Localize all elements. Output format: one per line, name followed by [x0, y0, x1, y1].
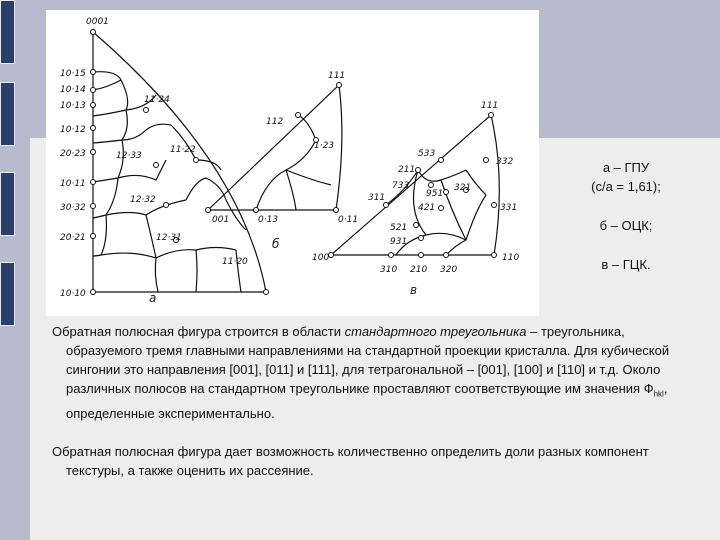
legend-ratio: (c/a = 1,61);	[591, 179, 661, 194]
hcp-label: 10·11	[60, 179, 86, 189]
fcc-caption: в	[410, 283, 418, 297]
side-tab-3	[0, 172, 15, 236]
legend-hcp: а – ГПУ	[602, 160, 650, 175]
fcc-label: 521	[390, 223, 408, 233]
legend-bcc: б – ОЦК;	[599, 218, 653, 233]
fcc-label: 421	[418, 203, 436, 213]
bcc-label: 0·11	[338, 215, 359, 225]
fcc-label: 733	[392, 181, 410, 191]
fcc-label: 931	[390, 237, 408, 247]
hcp-label: 10·10	[60, 289, 86, 299]
paragraph-1-part-a: Обратная полюсная фигура строится в области	[52, 324, 345, 339]
fcc-label: 331	[500, 203, 518, 213]
paragraph-1-emphasis: стандартного треугольника	[344, 324, 527, 339]
fcc-label: 310	[380, 265, 398, 275]
hcp-label: 20·21	[60, 233, 86, 243]
bcc-label: 112	[266, 117, 284, 127]
fcc-label: 210	[410, 265, 428, 275]
hcp-label: 11·20	[222, 257, 248, 267]
pole-figure-image	[46, 10, 539, 316]
paragraph-2: Обратная полюсная фигура дает возможность количественно определить доли разных компонент текстуры, а также оценить их рассеяние.	[52, 443, 649, 478]
hcp-label: 20·23	[60, 149, 86, 159]
hcp-pole-labels	[60, 17, 248, 299]
fcc-label: 951	[426, 189, 444, 199]
hcp-label: 10·13	[60, 101, 86, 111]
hcp-poles	[91, 30, 269, 295]
body-text	[52, 322, 702, 480]
fcc-label: 111	[481, 101, 499, 111]
pole-figure-svg	[46, 10, 539, 316]
bcc-label: 1·23	[314, 141, 335, 151]
legend-fcc: в – ГЦК.	[601, 257, 651, 272]
fcc-label: 332	[496, 157, 514, 167]
paragraph-1	[52, 322, 702, 423]
fcc-pole-labels	[312, 101, 519, 275]
hcp-label: 0001	[86, 17, 109, 27]
fcc-label: 211	[398, 165, 416, 175]
paragraph-1-subscript: hkl	[653, 389, 664, 399]
hcp-label: 12·31	[156, 233, 182, 243]
bcc-caption: б	[272, 237, 280, 251]
fcc-label: 320	[440, 265, 458, 275]
hcp-label: 12·33	[116, 151, 142, 161]
legend	[556, 160, 696, 272]
side-tab-4	[0, 262, 15, 326]
hcp-label: 11·22	[170, 145, 196, 155]
hcp-triangle	[93, 32, 266, 292]
fcc-triangle	[331, 115, 499, 255]
fcc-label: 321	[454, 183, 472, 193]
bcc-label: 001	[212, 215, 230, 225]
hcp-label: 10·15	[60, 69, 86, 79]
hcp-caption: а	[149, 291, 157, 305]
paragraph-1-part-c: , определенные экспериментально.	[66, 381, 668, 421]
hcp-label: 10·14	[60, 85, 86, 95]
hcp-label: 12·32	[130, 195, 156, 205]
paragraph-1-part-b: – треугольника, образуемого тремя главными направлениями на стандартной проекции кристалла. Для кубической сингонии это направления [001], [011] и [111], для тетрагональной – [001], [100] и [110] и т.д. Около различных полюсов на стандартном треугольнике проставляют соответствующие им значения Ф	[66, 324, 670, 396]
fcc-label: 311	[368, 193, 386, 203]
fcc-label: 100	[312, 253, 330, 263]
bcc-label: 0·13	[258, 215, 279, 225]
bcc-label: 111	[328, 71, 346, 81]
hcp-label: 11·24	[144, 95, 170, 105]
side-tab-1	[0, 0, 15, 64]
fcc-label: 533	[418, 149, 436, 159]
side-tab-2	[0, 82, 15, 146]
fcc-label: 110	[502, 253, 520, 263]
hcp-label: 30·32	[60, 203, 86, 213]
hcp-label: 10·12	[60, 125, 86, 135]
